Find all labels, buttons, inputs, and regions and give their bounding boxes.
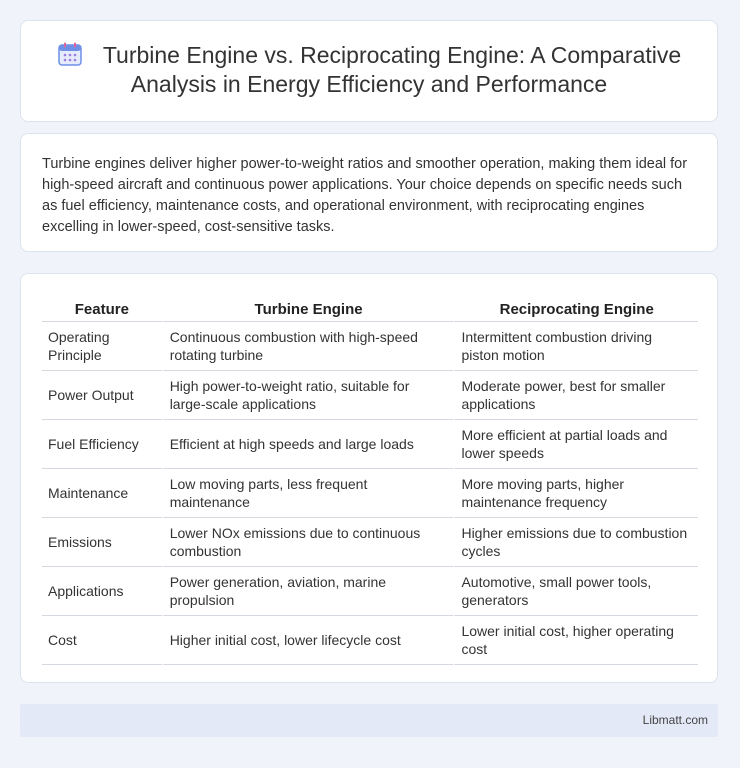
reciprocating-cell: Moderate power, best for smaller applications <box>453 371 698 420</box>
table-row <box>42 420 698 469</box>
reciprocating-cell: More moving parts, higher maintenance frequency <box>453 469 698 518</box>
feature-cell: Applications <box>42 567 162 616</box>
table-header-row <box>42 295 698 322</box>
calendar-icon <box>57 41 83 67</box>
reciprocating-cell: More efficient at partial loads and lower speeds <box>453 420 698 469</box>
feature-cell: Fuel Efficiency <box>42 420 162 469</box>
feature-cell: Cost <box>42 616 162 665</box>
reciprocating-cell: Lower initial cost, higher operating cost <box>453 616 698 665</box>
turbine-cell: Continuous combustion with high-speed rotating turbine <box>162 322 454 371</box>
footer-brand-link[interactable]: Libmatt.com <box>642 713 708 727</box>
reciprocating-cell: Intermittent combustion driving piston motion <box>453 322 698 371</box>
title-card <box>20 20 718 122</box>
footer-bar <box>20 704 718 737</box>
feature-cell: Emissions <box>42 518 162 567</box>
turbine-cell: High power-to-weight ratio, suitable for large-scale applications <box>162 371 454 420</box>
turbine-cell: Lower NOx emissions due to continuous combustion <box>162 518 454 567</box>
feature-cell: Maintenance <box>42 469 162 518</box>
table-row <box>42 469 698 518</box>
comparison-table-card <box>20 273 718 683</box>
page-title: Turbine Engine vs. Reciprocating Engine: A Comparative Analysis in Energy Efficiency and Performance <box>102 42 682 97</box>
turbine-cell: Higher initial cost, lower lifecycle cost <box>162 616 454 665</box>
table-row <box>42 567 698 616</box>
reciprocating-cell: Higher emissions due to combustion cycles <box>453 518 698 567</box>
turbine-cell: Power generation, aviation, marine propulsion <box>162 567 454 616</box>
table-row <box>42 616 698 665</box>
reciprocating-cell: Automotive, small power tools, generators <box>453 567 698 616</box>
header-turbine-engine: Turbine Engine <box>162 295 454 322</box>
summary-card <box>20 133 718 252</box>
feature-cell: Operating Principle <box>42 322 162 371</box>
header-reciprocating-engine: Reciprocating Engine <box>453 295 698 322</box>
turbine-cell: Efficient at high speeds and large loads <box>162 420 454 469</box>
header-feature: Feature <box>42 295 162 322</box>
comparison-table <box>42 295 698 665</box>
table-row <box>42 518 698 567</box>
feature-cell: Power Output <box>42 371 162 420</box>
turbine-cell: Low moving parts, less frequent maintenance <box>162 469 454 518</box>
page-title-wrap <box>21 41 717 99</box>
summary-text: Turbine engines deliver higher power-to-weight ratios and smoother operation, making them ideal for high-speed aircraft and continuous power applications. Your choice depends on specific needs such as fuel efficiency, maintenance costs, and operational environment, with reciprocating engines excelling in lower-speed, cost-sensitive tasks. <box>42 156 688 235</box>
table-row <box>42 322 698 371</box>
table-row <box>42 371 698 420</box>
